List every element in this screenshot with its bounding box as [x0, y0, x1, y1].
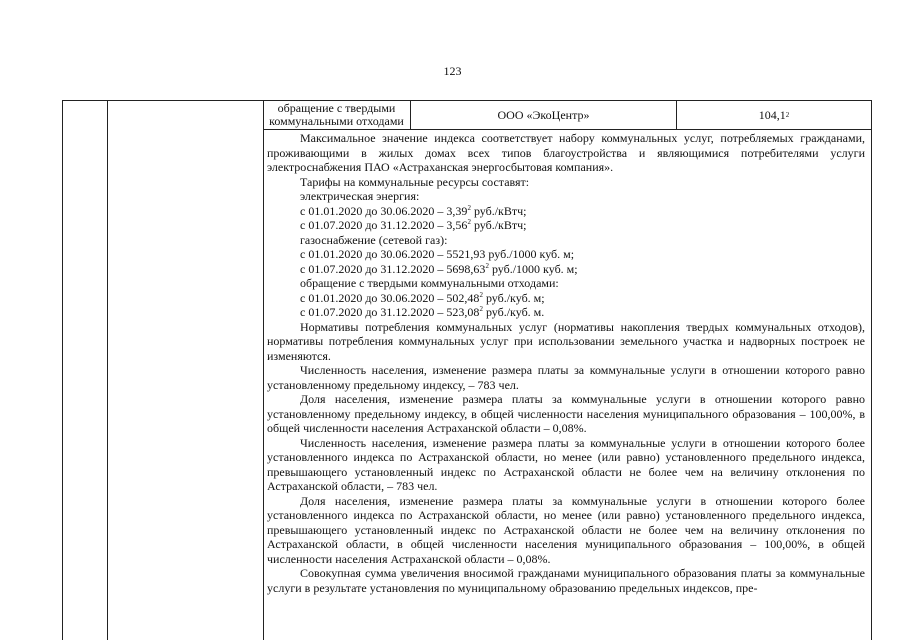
tariff-line: с 01.01.2020 до 30.06.2020 – 3,39$^2$ руб./кВтч; [300, 203, 527, 218]
tariff-line: с 01.01.2020 до 30.06.2020 – 502,48$^2$ руб./куб. м; [300, 290, 545, 305]
index-value-cell: 104,1 2 [758, 107, 790, 122]
paragraph: Доля населения, изменение размера платы за коммунальные услуги в отношении которого более установленного индекса по Астраханской области, но менее (или равно) установленного предельного индекса, превышающего установленный индекс по Астраханской области не более чем на величину отклонения по Астраханской области, в общей численности населения муниципального образования – 100,00%, в общей численности населения Астраханской области – 0,08%. [267, 493, 865, 566]
paragraph: Численность населения, изменение размера платы за коммунальные услуги в отношении которого более установленного индекса по Астраханской области, но менее (или равно) установленного предельного индекса, превышающего установленный индекс по Астраханской области не более чем на величину отклонения по Астраханской области, – 783 чел. [267, 435, 865, 493]
table-header-row [263, 101, 871, 130]
paragraph: Численность населения, изменение размера платы за коммунальные услуги в отношении которого равно установленному предельному индексу, – 783 чел. [267, 363, 865, 392]
organization-cell: ООО «ЭкоЦентр» [411, 101, 677, 129]
tariff-line: с 01.07.2020 до 31.12.2020 – 3,56$^2$ руб./кВтч; [300, 218, 527, 232]
gas-label: газоснабжение (сетевой газ): [300, 232, 448, 247]
tariff-line: с 01.01.2020 до 30.06.2020 – 5521,93 руб./1000 куб. м; [300, 247, 575, 261]
service-cell: обращение с твердыми коммунальными отходами [263, 101, 411, 129]
paragraph: Доля населения, изменение размера платы за коммунальные услуги в отношении которого равно установленному предельному индексу, в общей численности населения муниципального образования – 100,00%, в общей численности населения Астраханской области – 0,08%. [267, 392, 865, 435]
tariffs-intro: Тарифы на коммунальные ресурсы составят: [300, 174, 530, 189]
paragraph: Максимальное значение индекса соответствует набору коммунальных услуг, потребляемых гражданами, проживающими в жилых домах всех типов благоустройства и являющимися потребителями услуги электроснабжения ПАО «Астраханская энергосбытовая компания». [267, 131, 865, 174]
page-number: 123 [443, 64, 462, 78]
table-frame [62, 100, 872, 640]
column-divider [263, 101, 264, 640]
document-text [267, 131, 865, 595]
tariff-line: с 01.07.2020 до 31.12.2020 – 523,08$^2$ руб./куб. м. [300, 305, 545, 319]
waste-label: обращение с твердыми коммунальными отходами: [300, 276, 559, 290]
column-divider [107, 101, 108, 640]
electricity-label: электрическая энергия: [300, 189, 420, 203]
paragraph: Совокупная сумма увеличения вносимой гражданами муниципального образования платы за коммунальные услуги в результате установления по муниципальному образованию предельных индексов, пре- [267, 566, 865, 595]
tariff-line: с 01.07.2020 до 31.12.2020 – 5698,63$^2$ руб./1000 куб. м; [300, 261, 578, 276]
paragraph: Нормативы потребления коммунальных услуг (нормативы накопления твердых коммунальных отходов), нормативы потребления коммунальных услуг при использовании земельного участка и надворных построек не изменяются. [267, 319, 865, 363]
index-value: 104,1 [758, 107, 786, 122]
